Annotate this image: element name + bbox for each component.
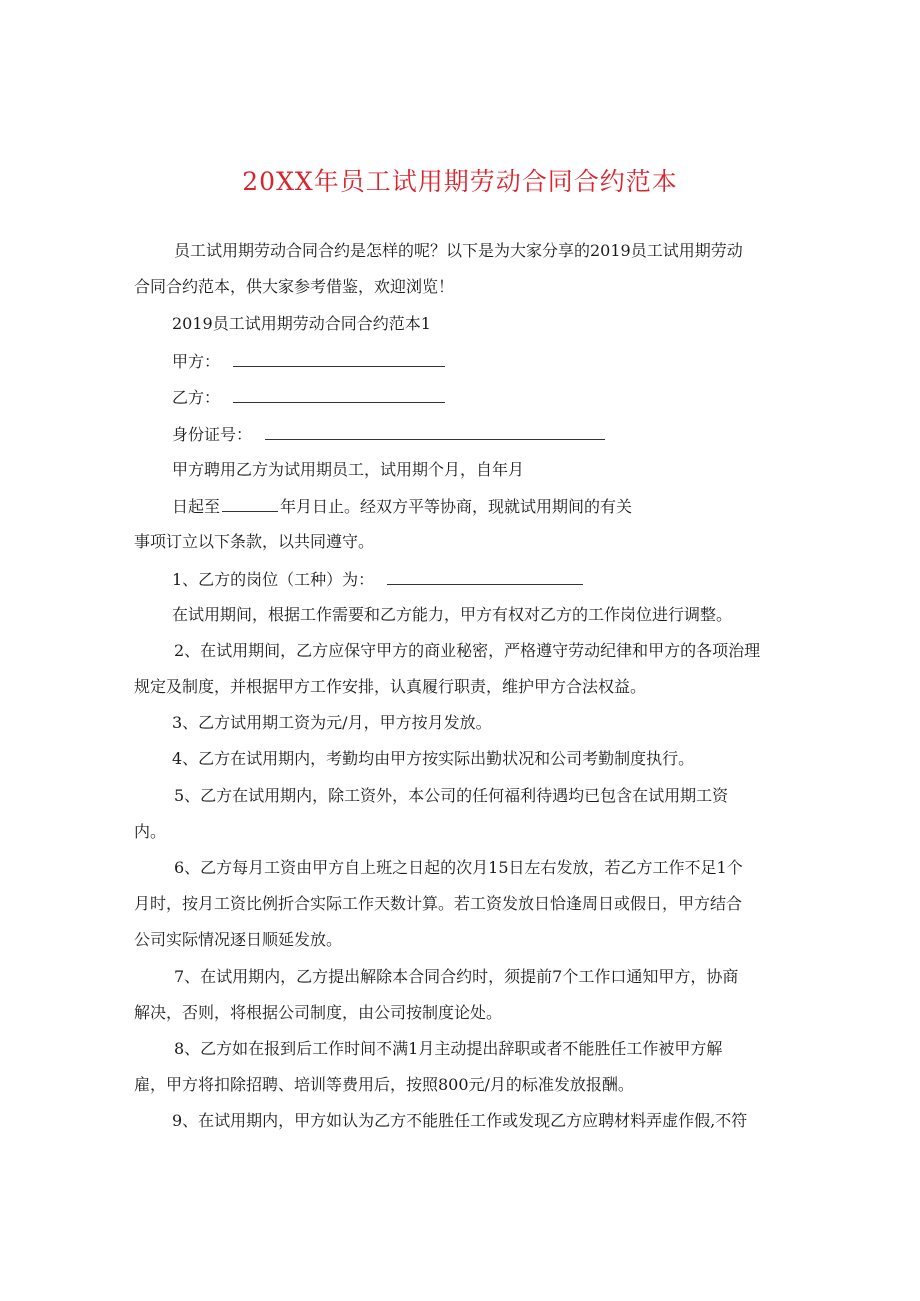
clause-7-line-1: 7、在试用期内，乙方提出解除本合同合约时，须提前7个工作口通知甲方，协商 — [174, 967, 739, 986]
hire-end-text: 年月日止。经双方平等协商，现就试用期间的有关 — [280, 497, 633, 516]
clause-6-line-2: 月时，按月工资比例折合实际工作天数计算。若工资发放日恰逢周日或假日，甲方结合 — [134, 894, 743, 913]
hire-date-blank — [222, 496, 278, 512]
id-number-blank — [265, 424, 605, 440]
clause-2-line-1: 2、在试用期间，乙方应保守甲方的商业秘密，严格遵守劳动纪律和甲方的各项治理 — [174, 641, 761, 660]
hire-line-2 — [172, 496, 632, 517]
clause-1-note: 在试用期间，根据工作需要和乙方能力，甲方有权对乙方的工作岗位进行调整。 — [172, 605, 733, 624]
document-title: 20XX年员工试用期劳动合同合约范本 — [242, 167, 678, 196]
clause-8-line-1: 8、乙方如在报到后工作时间不满1月主动提出辞职或者不能胜任工作被甲方解 — [174, 1039, 723, 1058]
id-number-label: 身份证号： — [172, 425, 253, 444]
clause-9-line-1: 9、在试用期内，甲方如认为乙方不能胜任工作或发现乙方应聘材料弄虚作假,不符 — [172, 1111, 748, 1130]
party-a-label: 甲方： — [172, 352, 221, 371]
clause-8-line-2: 雇，甲方将扣除招聘、培训等费用后，按照800元/月的标准发放报酬。 — [134, 1075, 634, 1094]
intro-line-1: 员工试用期劳动合同合约是怎样的呢？以下是为大家分享的2019员工试用期劳动 — [174, 241, 743, 260]
id-number-row — [172, 424, 605, 445]
clause-1-label: 1、乙方的岗位（工种）为： — [172, 570, 375, 589]
party-b-blank — [233, 387, 445, 403]
party-a-row — [172, 351, 445, 372]
party-a-blank — [233, 351, 445, 367]
clause-3: 3、乙方试用期工资为元/月，甲方按月发放。 — [172, 713, 492, 732]
hire-start-text: 日起至 — [172, 497, 221, 516]
position-blank — [387, 569, 583, 585]
clause-4: 4、乙方在试用期内，考勤均由甲方按实际出勤状况和公司考勤制度执行。 — [172, 749, 695, 768]
clause-1-row — [172, 569, 583, 590]
clause-5-line-1: 5、乙方在试用期内，除工资外，本公司的任何福利待遇均已包含在试用期工资 — [174, 786, 729, 805]
contract-subtitle: 2019员工试用期劳动合同合约范本1 — [172, 314, 431, 333]
party-b-label: 乙方： — [172, 388, 221, 407]
clause-2-line-2: 规定及制度，并根据甲方工作安排，认真履行职责，维护甲方合法权益。 — [134, 677, 647, 696]
clause-6-line-1: 6、乙方每月工资由甲方自上班之日起的次月15日左右发放，若乙方工作不足1个 — [174, 858, 743, 877]
intro-line-2: 合同合约范本，供大家参考借鉴，欢迎浏览！ — [134, 277, 455, 296]
party-b-row — [172, 387, 445, 408]
hire-line-1: 甲方聘用乙方为试用期员工，试用期个月，自年月 — [172, 460, 525, 479]
clause-7-line-2: 解决，否则，将根据公司制度，由公司按制度论处。 — [134, 1003, 503, 1022]
clause-5-line-2: 内。 — [134, 822, 167, 841]
hire-line-3: 事项订立以下条款，以共同遵守。 — [134, 532, 375, 551]
clause-6-line-3: 公司实际情况逐日顺延发放。 — [134, 930, 343, 949]
